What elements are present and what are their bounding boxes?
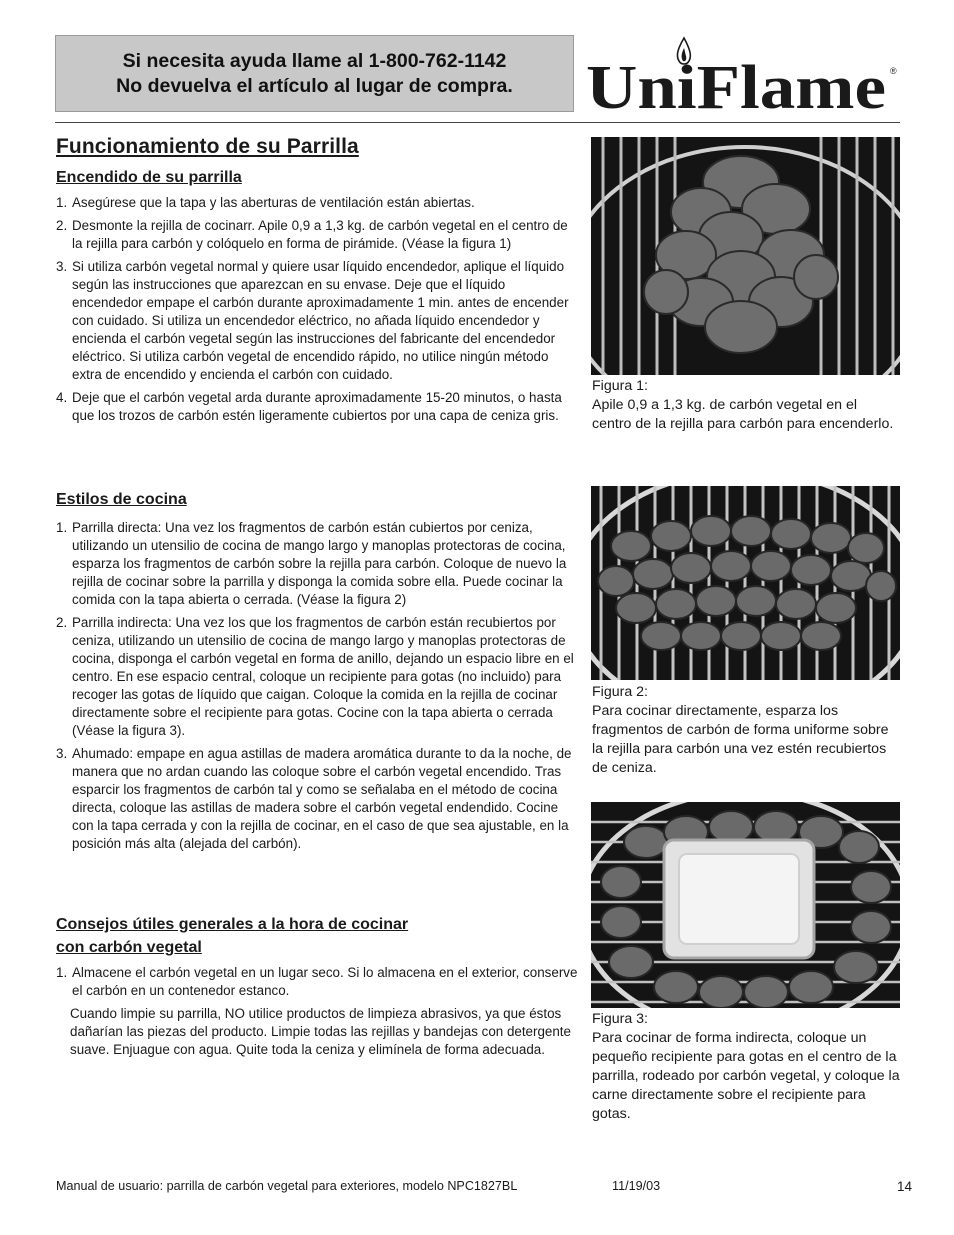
list-item: 3. Si utiliza carbón vegetal normal y quiere usar líquido encendedor, aplique el líquido según las instrucciones que aparezcan en su envase. Deje que el líquido encendedor empape el carbón durante aproximadamente 1 min. antes de encender con cuidado. Si utiliza un encendedor eléctrico, no añada líquido encendedor y encienda el carbón vegetal según las instrucciones del fabricante del encendedor eléctrico. Si utiliza carbón vegetal de encendido rápido, no utilice ningún método extra de encendido y encienda el carbón con cuidado.: [56, 259, 569, 382]
help-phone-line: Si necesita ayuda llame al 1-800-762-1142: [122, 49, 507, 72]
section-title: Funcionamiento de su Parrilla: [56, 135, 359, 158]
encendido-list: [56, 194, 578, 430]
figure-3-photo: [591, 802, 900, 1008]
list-item: 1. Asegúrese que la tapa y las aberturas de ventilación están abiertas.: [56, 195, 475, 210]
list-item: 2. Desmonte la rejilla de cocinarr. Apile 0,9 a 1,3 kg. de carbón vegetal en el centro de la rejilla para carbón y colóquelo en forma de pirámide. (Véase la figura 1): [56, 218, 568, 251]
encendido-heading: Encendido de su parrilla: [56, 169, 242, 186]
consejos-heading: Consejos útiles generales a la hora de cocinar con carbón vegetal: [56, 916, 409, 956]
list-item: 2. Parrilla indirecta: Una vez los que los fragmentos de carbón están recubiertos por ceniza, utilizando un utensilio de cocina de mango largo y manoplas protectoras de cocina, disponga el carbón vegetal en forma de anillo, dejando un espacio libre en el centro. En ese espacio central, coloque un recipiente para gotas (no incluido) para recoger las gotas de líquido que caigan. Coloque la comida en la rejilla de cocinar directamente sobre el recipiente para gotas. Cocine con la tapa abierta o cerrada (Véase la figura 3).: [56, 615, 574, 738]
figure-2-photo: [591, 486, 900, 680]
estilos-heading: Estilos de cocina: [56, 491, 187, 508]
list-item: 4. Deje que el carbón vegetal arda durante aproximadamente 15-20 minutos, o hasta que los trozos de carbón estén ligeramente cubiertos por una capa de ceniza gris.: [56, 390, 562, 423]
page-number: 14: [897, 1179, 913, 1194]
figure-1-label: Figura 1:: [592, 378, 648, 394]
return-notice-line: No devuelva el artículo al lugar de compra.: [116, 74, 513, 97]
figure-2-caption: [592, 683, 900, 778]
registered-mark: ®: [890, 66, 897, 76]
footer-manual-title: Manual de usuario: parrilla de carbón vegetal para exteriores, modelo NPC1827BL: [56, 1179, 518, 1193]
figure-1-photo: [591, 137, 900, 375]
list-item: 1. Parrilla directa: Una vez los fragmentos de carbón están cubiertos por ceniza, utilizando un utensilio de cocina de mango largo y manoplas protectoras de cocina, esparza los fragmentos de carbón sobre la rejilla para carbón. Coloque de nuevo la rejilla de cocinar sobre la parrilla y disponga la comida sobre ella. Puede cocinar la comida con la tapa abierta o cerrada. (Véase la figura 2): [56, 520, 567, 607]
figure-1-text: Apile 0,9 a 1,3 kg. de carbón vegetal en el centro de la rejilla para carbón para encenderlo.: [592, 397, 894, 432]
figure-3-caption: [592, 1010, 900, 1124]
list-item: 3. Ahumado: empape en agua astillas de madera aromática durante to da la noche, de manera que no ardan cuando las coloque sobre el carbón vegetal encendido. Tras esparcir los fragmentos de carbón tal y como se señalaba en el método de cocina directa, coloque las astillas de madera sobre el carbón vegetal endendido. Cocine con la tapa cerrada y con la rejilla de cocinar, en el caso de que sea ajustable, en la posición más alta (alejada del carbón).: [56, 746, 572, 851]
logo-wordmark: UniFlame: [586, 54, 886, 116]
footer-date: 11/19/03: [612, 1179, 661, 1193]
header-divider: [55, 122, 900, 123]
figure-3-text: Para cocinar de forma indirecta, coloque un pequeño recipiente para gotas en el centro de la parrilla, rodeado por carbón vegetal, y coloque la carne directamente sobre el recipiente para gotas.: [592, 1030, 900, 1122]
help-banner: [55, 35, 574, 112]
figure-1-caption: [592, 377, 900, 434]
consejos-list: [56, 964, 578, 1005]
cleaning-paragraph: Cuando limpie su parrilla, NO utilice productos de limpieza abrasivos, ya que éstos dañarían las piezas del producto. Limpie todas las rejillas y bandejas con detergente suave. Enjuague con agua. Quite toda la ceniza y elimínela de forma adecuada.: [70, 1006, 571, 1057]
figure-2-label: Figura 2:: [592, 684, 648, 700]
uniflame-logo: [584, 36, 902, 116]
drip-pan: [664, 840, 814, 958]
list-item: 1. Almacene el carbón vegetal en un lugar seco. Si lo almacena en el exterior, conserve el carbón en un contenedor estanco.: [56, 965, 578, 998]
estilos-list: [56, 519, 578, 858]
figure-2-text: Para cocinar directamente, esparza los fragmentos de carbón de forma uniforme sobre la rejilla para carbón una vez estén recubiertos de ceniza.: [592, 703, 889, 776]
figure-3-label: Figura 3:: [592, 1011, 648, 1027]
